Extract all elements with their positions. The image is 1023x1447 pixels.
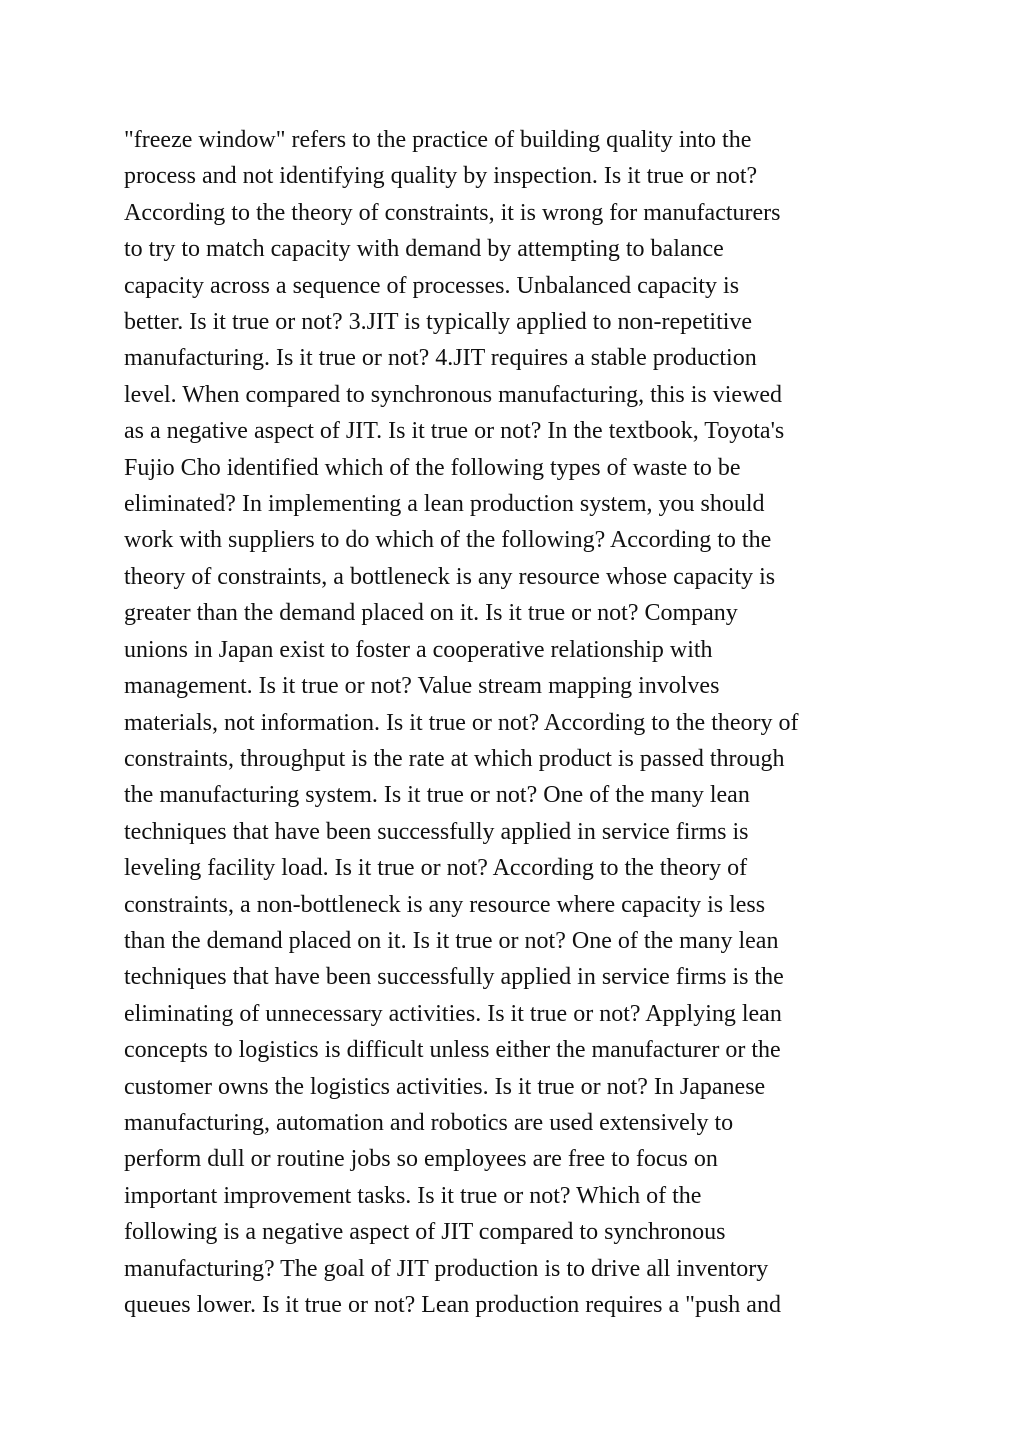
text-line: Fujio Cho identified which of the following types of waste to be — [124, 454, 741, 481]
text-line: to try to match capacity with demand by attempting to balance — [124, 236, 724, 263]
text-line: techniques that have been successfully applied in service firms is the — [124, 964, 784, 991]
text-line: concepts to logistics is difficult unless either the manufacturer or the — [124, 1037, 781, 1064]
text-line: better. Is it true or not? 3.JIT is typically applied to non-repetitive — [124, 309, 753, 336]
text-line: important improvement tasks. Is it true or not? Which of the — [124, 1182, 702, 1209]
text-line: the manufacturing system. Is it true or not? One of the many lean — [124, 782, 750, 809]
text-line: capacity across a sequence of processes. Unbalanced capacity is — [124, 272, 740, 299]
body-text — [124, 122, 914, 1323]
text-line: perform dull or routine jobs so employees are free to focus on — [124, 1146, 718, 1173]
text-line: eliminated? In implementing a lean production system, you should — [124, 491, 765, 518]
text-line: unions in Japan exist to foster a cooperative relationship with — [124, 636, 713, 663]
text-line: techniques that have been successfully applied in service firms is — [124, 818, 749, 845]
text-line: level. When compared to synchronous manufacturing, this is viewed — [124, 381, 783, 408]
text-line: constraints, throughput is the rate at which product is passed through — [124, 745, 785, 772]
text-line: manufacturing. Is it true or not? 4.JIT requires a stable production — [124, 345, 757, 372]
text-line: queues lower. Is it true or not? Lean production requires a "push and — [124, 1292, 781, 1318]
text-line: management. Is it true or not? Value stream mapping involves — [124, 673, 720, 700]
text-line: "freeze window" refers to the practice of building quality into the — [124, 127, 752, 153]
text-line: manufacturing, automation and robotics are used extensively to — [124, 1109, 734, 1136]
text-line: According to the theory of constraints, it is wrong for manufacturers — [124, 199, 781, 226]
text-line: theory of constraints, a bottleneck is any resource whose capacity is — [124, 563, 776, 590]
text-line: manufacturing? The goal of JIT production is to drive all inventory — [124, 1255, 769, 1282]
text-line: leveling facility load. Is it true or not? According to the theory of — [124, 855, 748, 882]
text-line: materials, not information. Is it true or not? According to the theory of — [124, 709, 799, 736]
text-line: constraints, a non-bottleneck is any resource where capacity is less — [124, 891, 766, 918]
text-line: as a negative aspect of JIT. Is it true or not? In the textbook, Toyota's — [124, 418, 785, 445]
text-line: eliminating of unnecessary activities. Is it true or not? Applying lean — [124, 1000, 782, 1027]
text-line: than the demand placed on it. Is it true or not? One of the many lean — [124, 927, 779, 954]
text-line: work with suppliers to do which of the following? According to the — [124, 527, 772, 554]
text-line: following is a negative aspect of JIT compared to synchronous — [124, 1219, 726, 1246]
text-line: customer owns the logistics activities. Is it true or not? In Japanese — [124, 1073, 766, 1100]
text-line: process and not identifying quality by inspection. Is it true or not? — [124, 163, 758, 190]
text-line: greater than the demand placed on it. Is it true or not? Company — [124, 600, 738, 627]
